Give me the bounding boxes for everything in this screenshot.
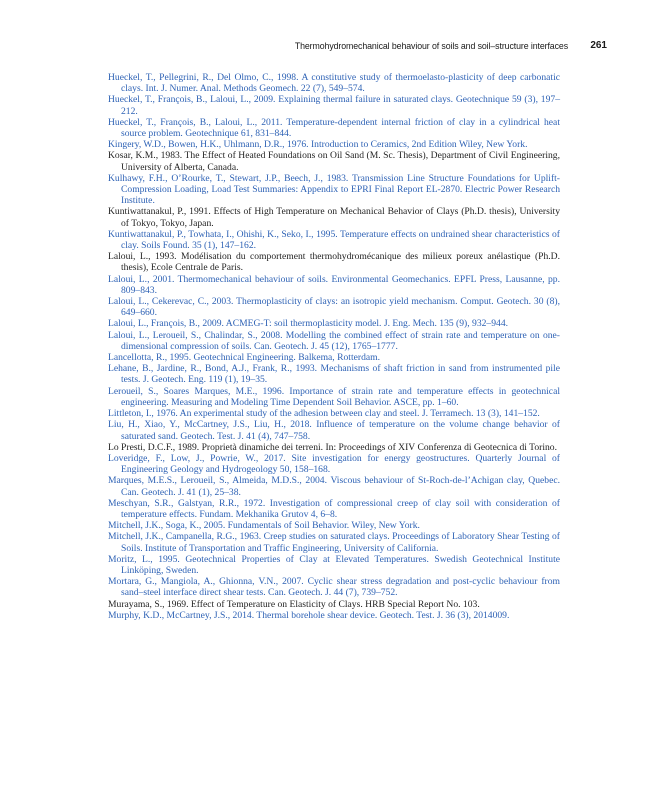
reference-entry-link[interactable]: Laloui, L., 2001. Thermomechanical behaviour of soils. Environmental Geomechanics. EPFL Press, Lausanne, pp. 809–843. [108,273,560,296]
reference-entry-link[interactable]: Hueckel, T., François, B., Laloui, L., 2011. Temperature-dependent internal friction of clay in a cylindrical heat source problem. Geotechnique 61, 831–844. [108,116,560,140]
reference-entry-link[interactable]: Lehane, B., Jardine, R., Bond, A.J., Frank, R., 1993. Mechanisms of shaft friction in sand from instrumented pile tests. J. Geotech. Eng. 119 (1), 19–35. [108,363,560,386]
reference-entry-link[interactable]: Laloui, L., Leroueil, S., Chalindar, S., 2008. Modelling the combined effect of strain rate and temperature on one-dimensional compression of soils. Can. Geotech. J. 45 (12), 1765–1777. [108,329,560,352]
reference-entry-link[interactable]: Murphy, K.D., McCartney, J.S., 2014. Thermal borehole shear device. Geotech. Test. J. 36 (3), 2014009. [108,609,510,621]
reference-entry-link[interactable]: Laloui, L., François, B., 2009. ACMEG-T: soil thermoplasticity model. J. Eng. Mech. 135 (9), 932–944. [108,318,509,330]
reference-entry-link[interactable]: Marques, M.E.S., Leroueil, S., Almeida, M.D.S., 2004. Viscous behaviour of St-Roch-de-l’Achigan clay, Quebec. Can. Geotech. J. 41 (1), 25–38. [108,475,560,498]
running-title: Thermohydromechanical behaviour of soils and soil–structure interfaces [294,41,568,51]
page-header [0,41,648,55]
reference-entry-link[interactable]: Mitchell, J.K., Campanella, R.G., 1963. Creep studies on saturated clays. Proceedings of Laboratory Shear Testing of Soils. Institute of Transportation and Traffic Engineering, University of California. [108,531,560,554]
reference-entry-link[interactable]: Lancellotta, R., 1995. Geotechnical Engineering. Balkema, Rotterdam. [108,352,381,364]
reference-entry: Kuntiwattanakul, P., 1991. Effects of High Temperature on Mechanical Behavior of Clays (Ph.D. thesis), University of Tokyo, Tokyo, Japan. [108,206,560,229]
reference-entry-link[interactable]: Leroueil, S., Soares Marques, M.E., 1996. Importance of strain rate and temperature effects in geotechnical engineering. Measuring and Modeling Time Dependent Soil Behavior. ASCE, pp. 1–60. [108,385,560,408]
reference-entry: Lo Presti, D.C.F., 1989. Proprietà dinamiche dei terreni. In: Proceedings of XIV Conferenza di Geotecnica di Torino. [108,441,557,453]
reference-entry: Kosar, K.M., 1983. The Effect of Heated Foundations on Oil Sand (M. Sc. Thesis), Department of Civil Engineering, University of Alberta, Canada. [108,150,560,173]
reference-entry-link[interactable]: Loveridge, F., Low, J., Powrie, W., 2017. Site investigation for energy geostructures. Quarterly Journal of Engineering Geology and Hydrogeology 50, 158–168. [108,452,560,476]
reference-entry-link[interactable]: Liu, H., Xiao, Y., McCartney, J.S., Liu, H., 2018. Influence of temperature on the volume change behavior of saturated sand. Geotech. Test. J. 41 (4), 747–758. [108,419,560,442]
reference-entry-link[interactable]: Littleton, I., 1976. An experimental study of the adhesion between clay and steel. J. Terramech. 13 (3), 141–152. [108,408,540,420]
reference-entry-link[interactable]: Kingery, W.D., Bowen, H.K., Uhlmann, D.R., 1976. Introduction to Ceramics, 2nd Edition Wiley, New York. [108,139,528,151]
reference-entry-link[interactable]: Meschyan, S.R., Galstyan, R.R., 1972. Investigation of compressional creep of clay soil with consideration of temperature effects. Fundam. Mekhanika Grutov 4, 6–8. [108,497,560,520]
reference-list [108,72,560,621]
reference-entry-link[interactable]: Kuntiwattanakul, P., Towhata, I., Ohishi, K., Seko, I., 1995. Temperature effects on undrained shear characteristics of clay. Soils Found. 35 (1), 147–162. [108,228,560,252]
reference-entry-link[interactable]: Laloui, L., Cekerevac, C., 2003. Thermoplasticity of clays: an isotropic yield mechanism. Comput. Geotech. 30 (8), 649–660. [108,296,560,319]
reference-entry: Murayama, S., 1969. Effect of Temperature on Elasticity of Clays. HRB Special Report No. 103. [108,598,480,610]
reference-entry-link[interactable]: Moritz, L., 1995. Geotechnical Properties of Clay at Elevated Temperatures. Swedish Geotechnical Institute Linköping, Sweden. [108,553,560,576]
reference-entry: Laloui, L., 1993. Modélisation du comportement thermohydromécanique des milieux poreux anélastique (Ph.D. thesis), Ecole Centrale de Paris. [108,251,560,274]
reference-entry-link[interactable]: Mortara, G., Mangiola, A., Ghionna, V.N., 2007. Cyclic shear stress degradation and post-cyclic behaviour from sand–steel interface direct shear tests. Can. Geotech. J. 44 (7), 739–752. [108,576,560,599]
reference-entry-link[interactable]: Hueckel, T., Pellegrini, R., Del Olmo, C., 1998. A constitutive study of thermoelasto-plasticity of deep carbonatic clays. Int. J. Numer. Anal. Methods Geomech. 22 (7), 549–574. [108,72,560,95]
reference-entry-link[interactable]: Hueckel, T., François, B., Laloui, L., 2009. Explaining thermal failure in saturated clays. Geotechnique 59 (3), 197–212. [108,94,560,117]
reference-entry-link[interactable]: Kulhawy, F.H., O’Rourke, T., Stewart, J.P., Beech, J., 1983. Transmission Line Structure Foundations for Uplift-Compression Loading, Load Test Summaries: Appendix to EPRI Final Report EL-2870. Electric Power Research Institute. [108,172,560,207]
reference-entry-link[interactable]: Mitchell, J.K., Soga, K., 2005. Fundamentals of Soil Behavior. Wiley, New York. [108,520,420,532]
page-number: 261 [590,40,607,51]
